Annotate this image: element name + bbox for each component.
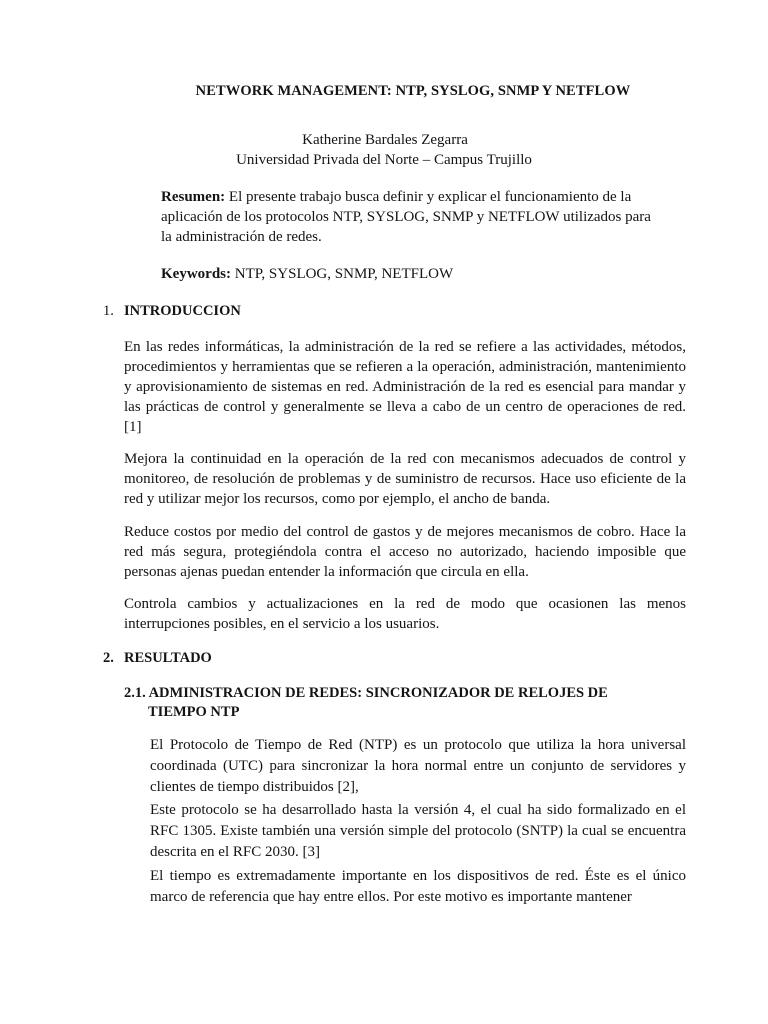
subsection-2-1-number: 2.1. bbox=[124, 685, 146, 701]
subsection-2-1-heading bbox=[124, 684, 608, 702]
subsection-2-1-title-line2: TIEMPO NTP bbox=[148, 704, 240, 720]
section-1-number: 1. bbox=[103, 303, 114, 319]
author-block bbox=[0, 130, 768, 170]
section-2-heading: RESULTADO bbox=[124, 650, 212, 666]
abstract bbox=[161, 187, 656, 247]
section-1-paragraph: Reduce costos por medio del control de gastos y de mejores mecanismos de cobro. Hace la red más segura, protegiéndola contra el acceso no autorizado, haciendo imposible que personas ajenas puedan entender la información que circula en ella. bbox=[124, 524, 686, 580]
abstract-text: El presente trabajo busca definir y explicar el funcionamiento de la aplicación de los protocolos NTP, SYSLOG, SNMP y NETFLOW utilizados para la administración de redes. bbox=[161, 189, 651, 245]
subsection-2-1-paragraph: Este protocolo se ha desarrollado hasta la versión 4, el cual ha sido formalizado en el RFC 1305. Existe también una versión simple del protocolo (SNTP) la cual se encuentra descrita en el RFC 2030. [3] bbox=[150, 802, 686, 860]
keywords-label: Keywords: bbox=[161, 266, 231, 282]
document-title: NETWORK MANAGEMENT: NTP, SYSLOG, SNMP Y NETFLOW bbox=[195, 83, 631, 99]
keywords bbox=[161, 264, 656, 284]
subsection-2-1-paragraph: El Protocolo de Tiempo de Red (NTP) es un protocolo que utiliza la hora universal coordinada (UTC) para sincronizar la hora normal entre un conjunto de servidores y clientes de tiempo distribuidos [2], bbox=[150, 737, 686, 795]
author-affiliation: Universidad Privada del Norte – Campus Trujillo bbox=[236, 152, 532, 168]
section-1-paragraph: Mejora la continuidad en la operación de la red con mecanismos adecuados de control y monitoreo, de resolución de problemas y de suministro de recursos. Hace uso eficiente de la red y utilizar mejor los recursos, como por ejemplo, el ancho de banda. bbox=[124, 451, 686, 507]
section-1-paragraph: Controla cambios y actualizaciones en la red de modo que ocasionen las menos interrupciones posibles, en el servicio a los usuarios. bbox=[124, 596, 686, 632]
author-name: Katherine Bardales Zegarra bbox=[302, 132, 468, 148]
subsection-2-1-title-line1: ADMINISTRACION DE REDES: SINCRONIZADOR DE RELOJES DE bbox=[148, 685, 608, 701]
keywords-text: NTP, SYSLOG, SNMP, NETFLOW bbox=[231, 266, 454, 282]
section-1-heading: INTRODUCCION bbox=[124, 303, 241, 319]
subsection-2-1-paragraph: El tiempo es extremadamente importante en los dispositivos de red. Éste es el único marco de referencia que hay entre ellos. Por este motivo es importante mantener bbox=[150, 868, 686, 905]
section-1-paragraph: En las redes informáticas, la administración de la red se refiere a las actividades, métodos, procedimientos y herramientas que se refieren a la operación, administración, mantenimiento y aprovisionamiento de sistemas en red. Administración de la red es esencial para mandar y las prácticas de control y generalmente se lleva a cabo de un centro de operaciones de red. [1] bbox=[124, 339, 686, 435]
section-2-number: 2. bbox=[103, 650, 114, 666]
abstract-label: Resumen: bbox=[161, 189, 226, 205]
